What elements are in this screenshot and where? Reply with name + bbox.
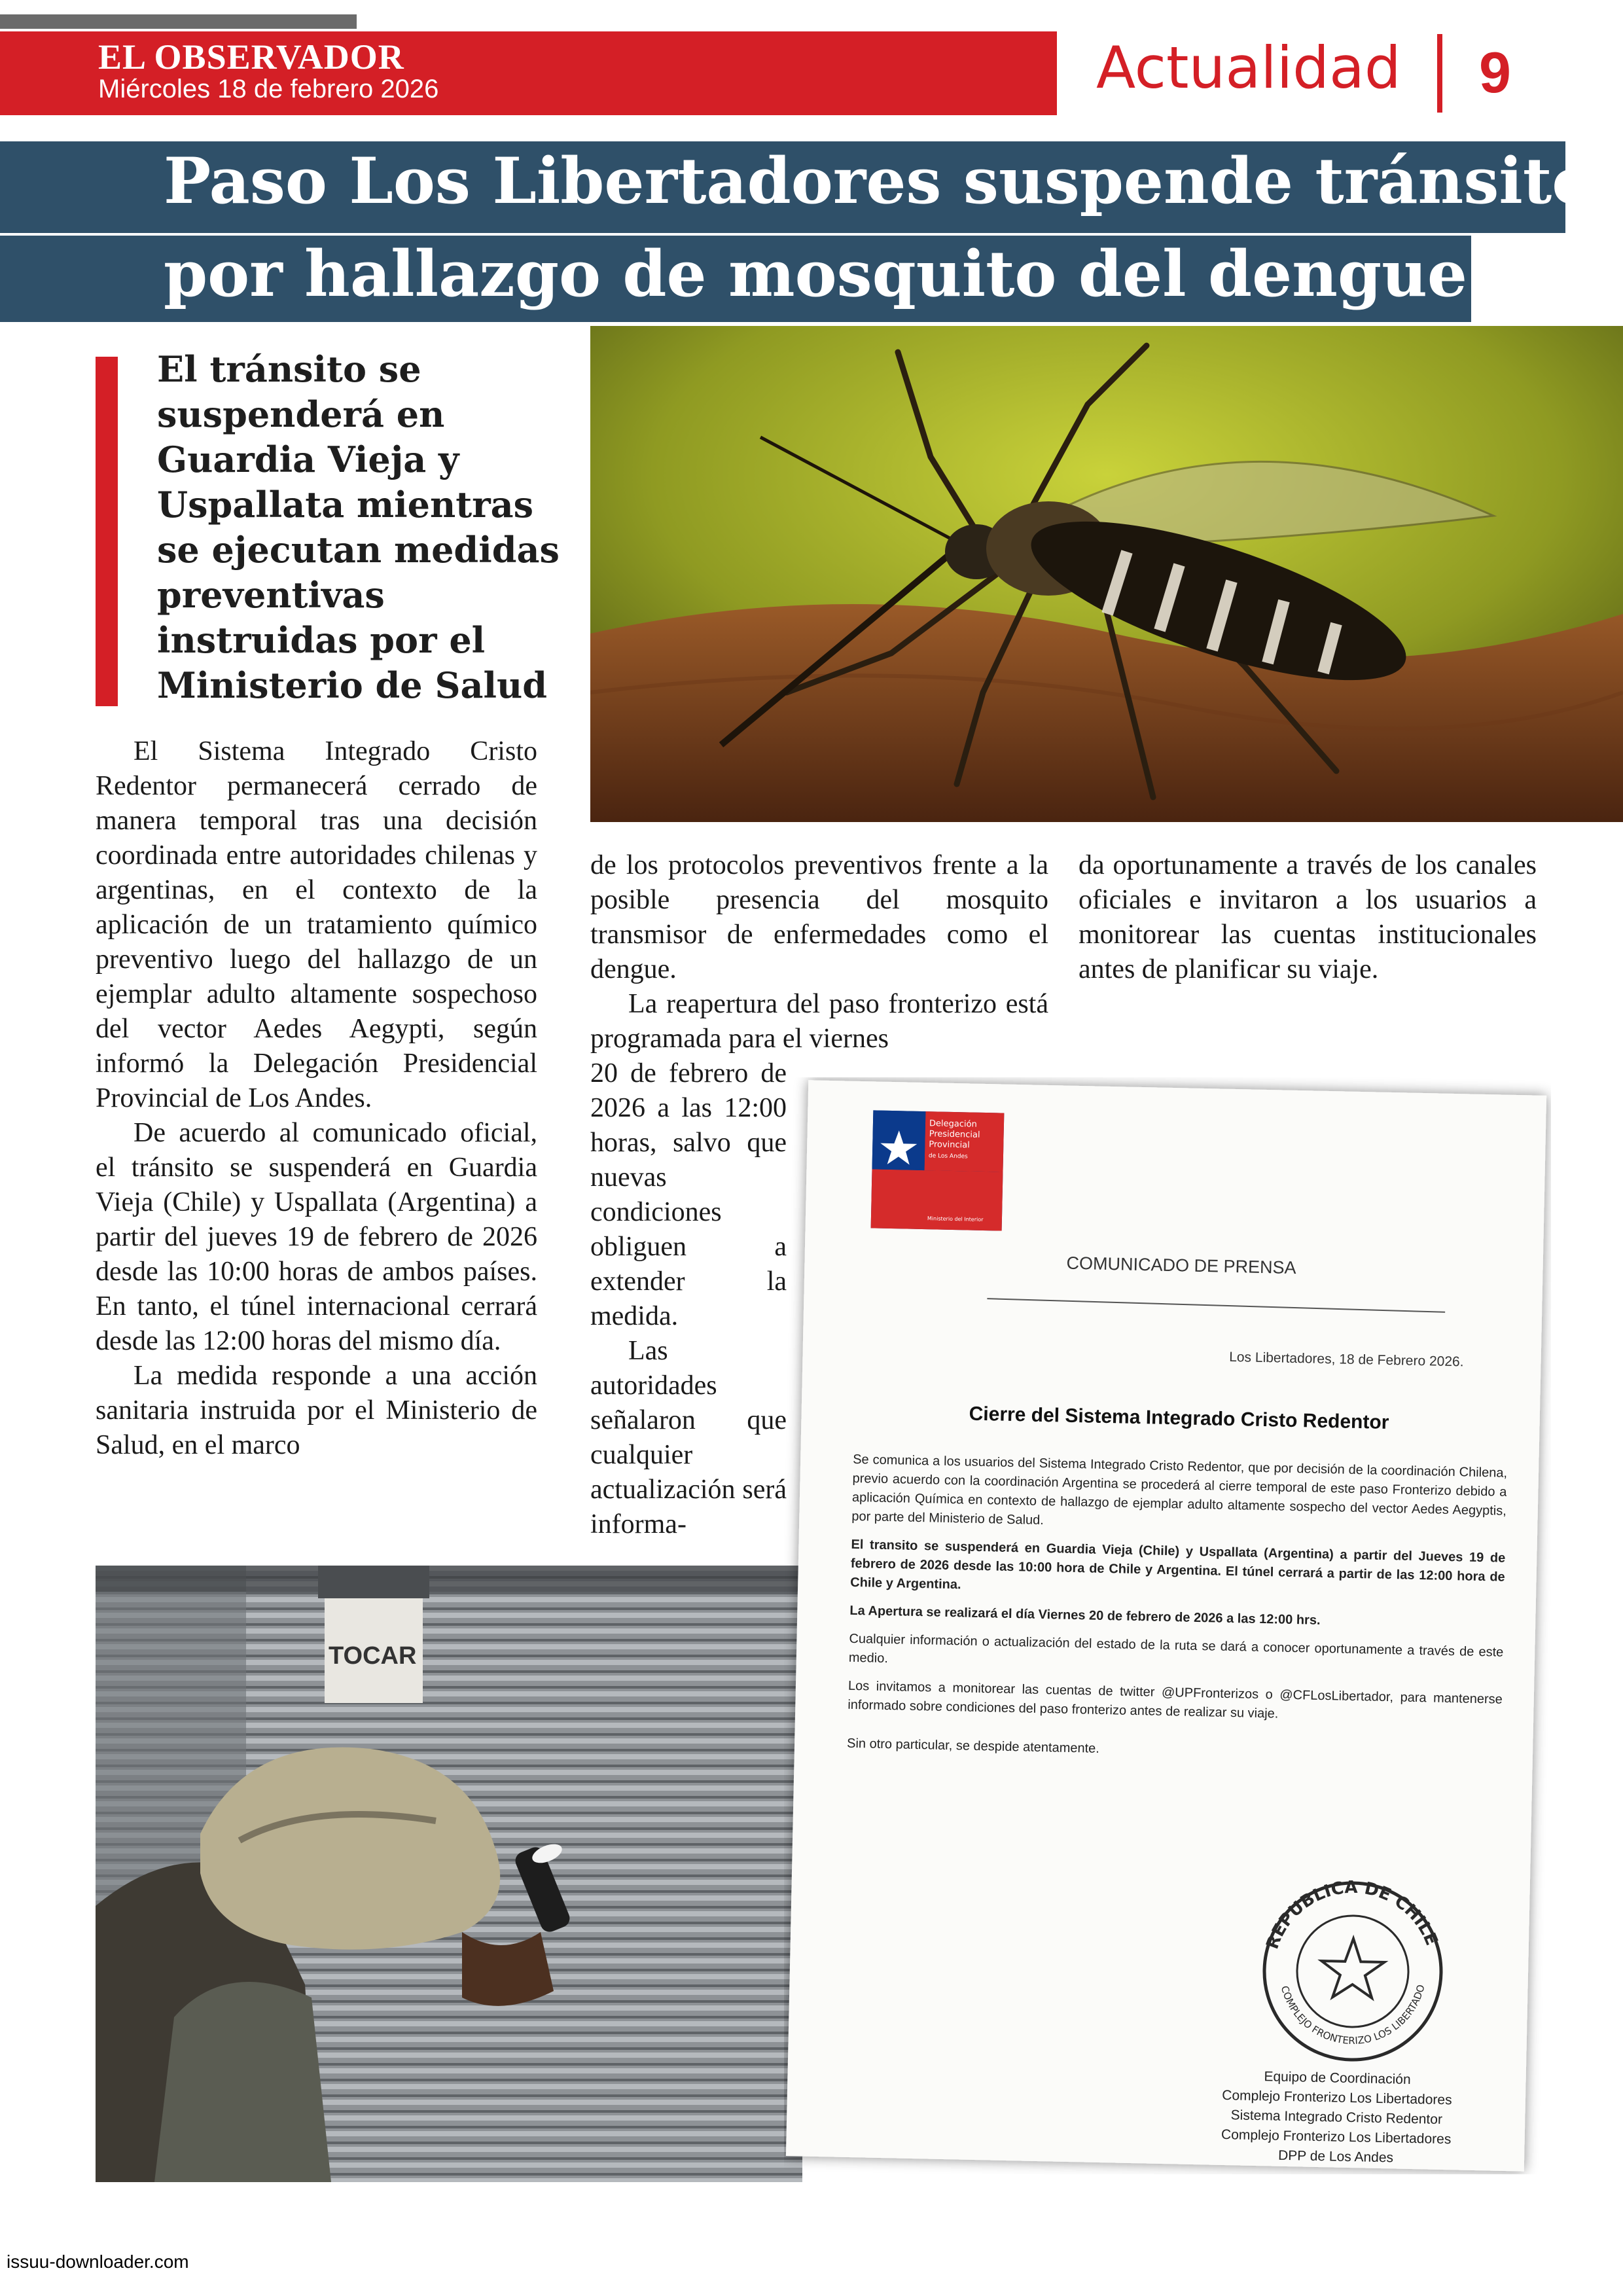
headline-line-1: Paso Los Libertadores suspende tránsito (164, 144, 1594, 218)
paragraph: De acuerdo al comunicado oficial, el tránsito se suspenderá en Guardia Vieja (Chile) y Uspallata (Argentina) a partir del jueves 19 de febrero de 2026 desde las 10:00 horas de ambos países. En tanto, el túnel internacional cerrará desde las 12:00 horas del mismo día. (96, 1118, 537, 1356)
logo-text: Presidencial (929, 1129, 980, 1140)
press-kicker: COMUNICADO DE PRENSA (1066, 1253, 1296, 1278)
mosquito-photo (590, 326, 1623, 822)
press-paragraph: El transito se suspenderá en Guardia Vieja (Chile) y Uspallata (Argentina) a partir del Jueves 19 de febrero de 2026 desde las 10:00 hora de Chile y Argentina. El túnel cerrará a partir de las 12:00 hora de Chile y Argentina. (850, 1537, 1506, 1592)
article-column-2-bottom (590, 1056, 787, 1542)
paragraph: Las autoridades señalaron que cualquier actualización será informa- (590, 1336, 787, 1539)
subhead-accent-bar (96, 357, 118, 706)
article-column-2-top (590, 848, 1048, 1056)
article-subhead: El tránsito se suspenderá en Guardia Vieja y Uspallata mientras se ejecutan medidas preventivas instruidas por el Ministerio de Salud (157, 348, 560, 706)
press-paragraph: Los invitamos a monitorear las cuentas de twitter @UPFronterizos o @CFLosLibertador, para mantenerse informado sobre condiciones del paso fronterizo antes de realizar su viaje. (847, 1678, 1503, 1721)
logo-text: Delegación (929, 1119, 977, 1130)
signature-line: Complejo Fronterizo Los Libertadores (1221, 2126, 1452, 2147)
press-paragraph: La Apertura se realizará el día Viernes 20 de febrero de 2026 a las 12:00 hrs. (849, 1603, 1321, 1628)
press-date: Los Libertadores, 18 de Febrero 2026. (1228, 1349, 1464, 1370)
newspaper-name: EL OBSERVADOR (98, 37, 404, 77)
press-title: Cierre del Sistema Integrado Cristo Redentor (969, 1403, 1389, 1434)
logo-ministry: Ministerio del Interior (927, 1215, 984, 1223)
signature-line: DPP de Los Andes (1277, 2147, 1394, 2166)
page-number: 9 (1479, 40, 1511, 105)
section-divider (1437, 34, 1442, 113)
signature-line: Complejo Fronterizo Los Libertadores (1222, 2087, 1452, 2108)
logo-text: de Los Andes (928, 1153, 968, 1160)
top-grey-rule (0, 14, 357, 29)
press-paragraph: Cualquier información o actualización del estado de la ruta se dará a conocer oportunamente a través de este medio. (848, 1631, 1504, 1666)
issue-date: Miércoles 18 de febrero 2026 (98, 75, 439, 103)
section-title: Actualidad (1096, 34, 1401, 101)
paragraph: 20 de febrero de 2026 a las 12:00 horas, salvo que nuevas condiciones obliguen a extender la medida. (590, 1058, 787, 1331)
headline-line-2: por hallazgo de mosquito del dengue (164, 237, 1467, 311)
paragraph: de los protocolos preventivos frente a la posible presencia del mosquito transmisor de enfermedades como el dengue. (590, 850, 1048, 984)
article-column-3 (1079, 848, 1537, 987)
signature-line: Sistema Integrado Cristo Redentor (1230, 2108, 1443, 2127)
tocar-sign-text: TOCAR (329, 1642, 417, 1670)
logo-text: Provincial (929, 1139, 970, 1151)
press-paragraph: Se comunica a los usuarios del Sistema Integrado Cristo Redentor, que por decisión de la coordinación Chilena, previo acuerdo con la coordinación Argentina se procederá al cierre temporal de este paso Fronterizo debido a aplicación Química en contexto de hallazgo de ejemplar adulto altamente sospecho del vector Aedes Aegyptis, por parte del Ministerio de Salud. (851, 1452, 1508, 1528)
watermark-text: issuu-downloader.com (7, 2251, 189, 2272)
seal-text-top: REPUBLICA DE CHILE (1262, 1877, 1442, 1952)
paragraph: La medida responde a una acción sanitaria instruida por el Ministerio de Salud, en el marco (96, 1361, 537, 1460)
article-column-1 (96, 734, 537, 1463)
paragraph: La reapertura del paso fronterizo está programada para el viernes (590, 989, 1048, 1054)
inspection-photo (96, 1566, 802, 2182)
paragraph: da oportunamente a través de los canales oficiales e invitaron a los usuarios a monitorear las cuentas institucionales antes de planificar su viaje. (1079, 850, 1537, 984)
paragraph: El Sistema Integrado Cristo Redentor permanecerá cerrado de manera temporal tras una decisión coordinada entre autoridades chilenas y argentinas, en el contexto de la aplicación de un tratamiento químico preventivo luego del hallazgo de un ejemplar adulto altamente sospechoso del vector Aedes Aegypti, según informó la Delegación Presidencial Provincial de Los Andes. (96, 736, 537, 1113)
press-release-scan (784, 1077, 1551, 2174)
signature-line: Equipo de Coordinación (1264, 2069, 1411, 2087)
press-closing: Sin otro particular, se despide atentamente. (846, 1736, 1100, 1756)
seal-text-bottom: COMPLEJO FRONTERIZO LOS LIBERTADORES (1278, 1983, 1427, 2047)
